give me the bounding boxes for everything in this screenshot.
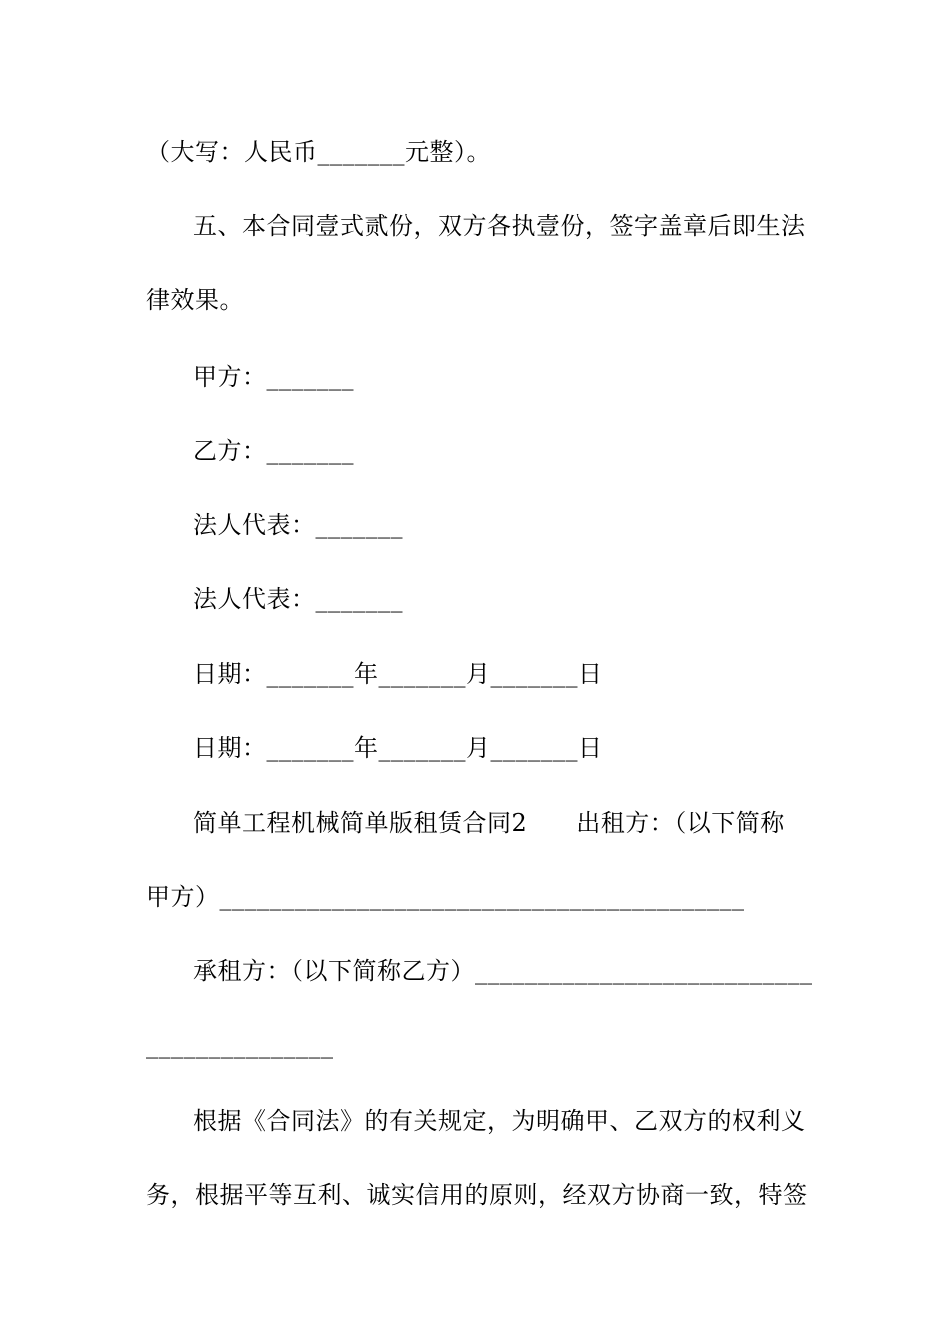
lessee-line: 承租方：（以下简称乙方）___________________________: [193, 957, 813, 985]
clause-five-line: 五、本合同壹式贰份，双方各执壹份，签字盖章后即生法: [193, 212, 806, 240]
clause-five-continuation: 律效果。: [146, 286, 244, 314]
legal-rep-a-signature: 法人代表：_______: [193, 511, 403, 539]
amount-in-words-line: （大写：人民币_______元整）。: [146, 138, 491, 166]
legal-rep-b-signature: 法人代表：_______: [193, 585, 403, 613]
lessee-blank-continuation: _______________: [146, 1031, 334, 1059]
preamble-line-2: 务，根据平等互利、诚实信用的原则，经双方协商一致，特签: [146, 1181, 808, 1209]
preamble-line-1: 根据《合同法》的有关规定，为明确甲、乙双方的权利义: [193, 1107, 806, 1135]
contract-2-title-line: 简单工程机械简单版租赁合同2 出租方：（以下简称: [193, 809, 785, 837]
party-a-signature: 甲方：_______: [193, 363, 354, 391]
date-line-a: 日期：_______年_______月_______日: [193, 660, 603, 688]
lessor-blank-line: 甲方）__________________________________________: [146, 883, 745, 911]
date-line-b: 日期：_______年_______月_______日: [193, 734, 603, 762]
party-b-signature: 乙方：_______: [193, 437, 354, 465]
